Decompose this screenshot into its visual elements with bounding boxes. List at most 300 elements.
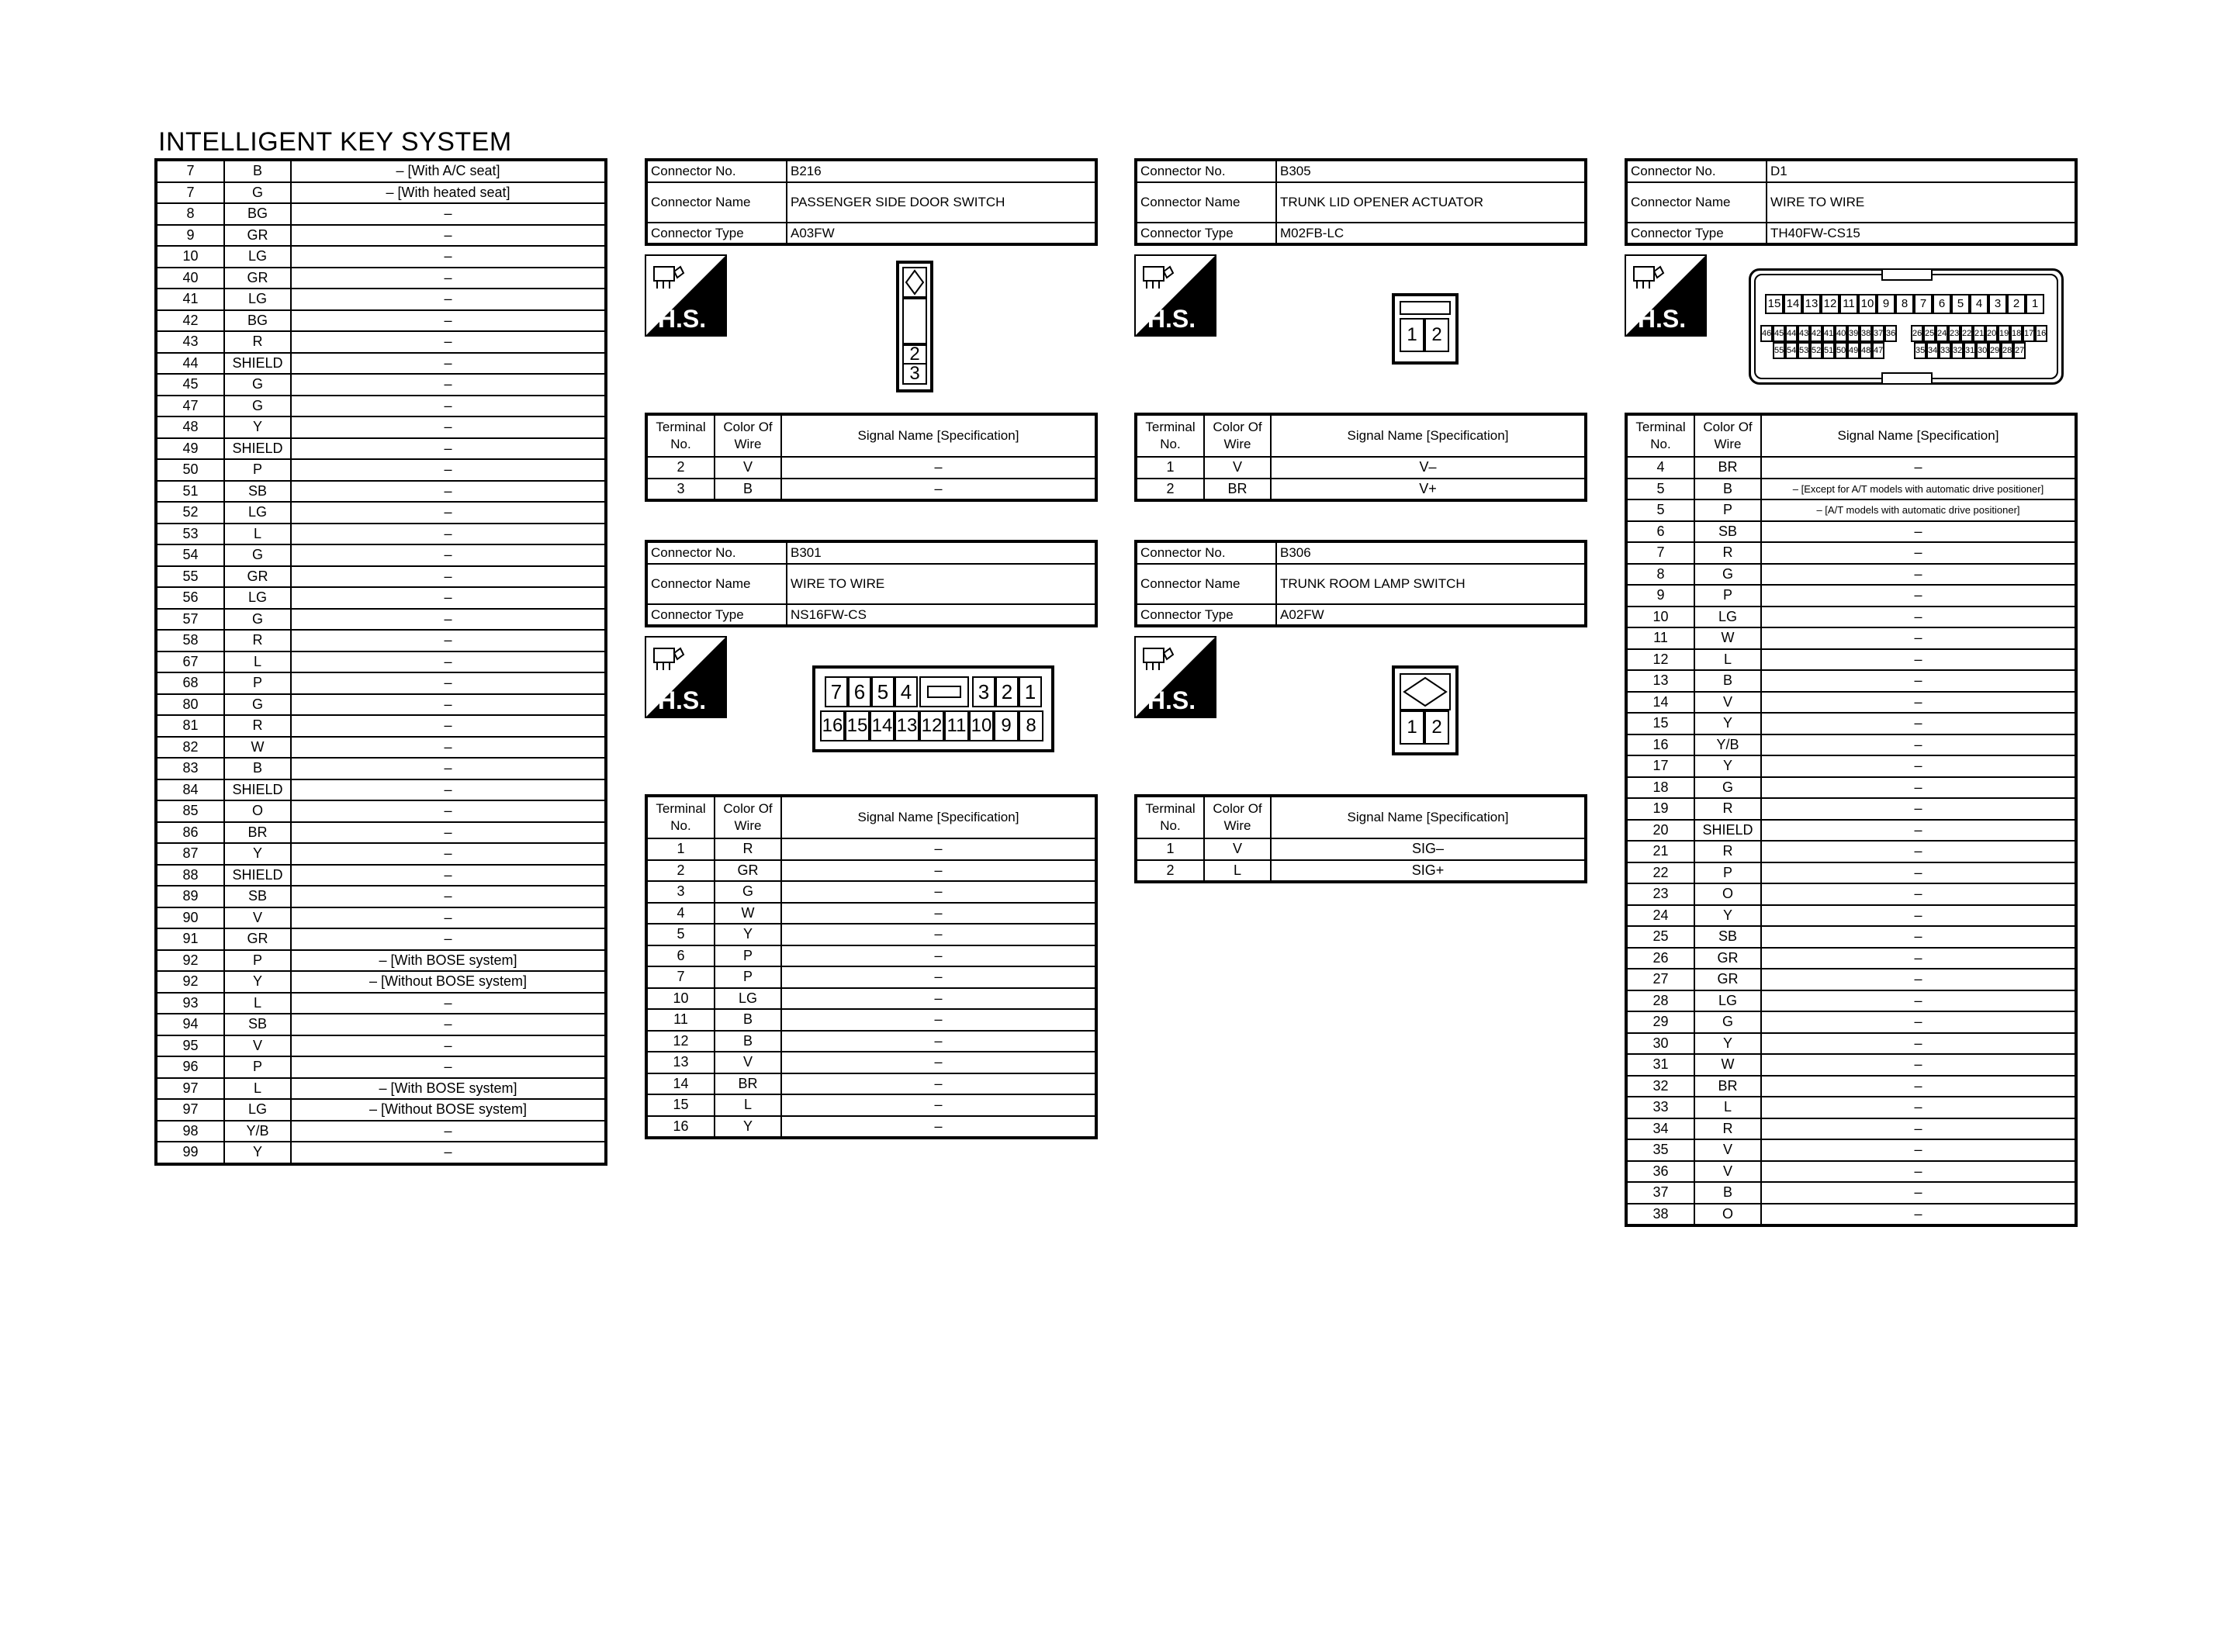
table-row	[156, 715, 606, 737]
wire-color: L	[224, 524, 291, 545]
table-row	[156, 268, 606, 289]
pin: 11	[944, 710, 969, 741]
table-row	[156, 993, 606, 1014]
signal-name: –	[291, 203, 606, 225]
pin: 15	[845, 710, 870, 741]
terminal-no: 15	[646, 1094, 715, 1116]
wire-color: L	[1694, 1097, 1761, 1118]
wire-color: W	[1694, 627, 1761, 649]
terminal-no: 10	[646, 988, 715, 1010]
table-row	[646, 924, 1096, 945]
signal-name: –	[291, 651, 606, 673]
terminal-no: 84	[156, 779, 224, 801]
signal-name: –	[291, 630, 606, 651]
wire-color: W	[1694, 1054, 1761, 1076]
pin: 46	[1760, 325, 1773, 342]
wire-color: O	[224, 800, 291, 822]
terminal-no: 43	[156, 331, 224, 353]
table-row	[646, 903, 1096, 924]
terminal-no: 2	[646, 457, 715, 479]
pin: 7	[1914, 294, 1933, 314]
wire-color: LG	[1694, 990, 1761, 1012]
table-row	[646, 1116, 1096, 1139]
table-row	[156, 928, 606, 950]
connector-b306-terminal-table	[1134, 794, 1587, 883]
table-row	[156, 524, 606, 545]
pin: 21	[1973, 325, 1985, 342]
color-of-wire-header: Color Of Wire	[1694, 414, 1761, 457]
signal-name: –	[1761, 755, 2076, 777]
signal-name: –	[1761, 627, 2076, 649]
connector-d1-terminal-table	[1625, 413, 2078, 1227]
terminal-no: 49	[156, 438, 224, 460]
table-row	[156, 609, 606, 631]
table-row	[156, 246, 606, 268]
pin: 35	[1914, 342, 1926, 359]
terminal-no: 58	[156, 630, 224, 651]
signal-name: –	[291, 544, 606, 566]
table-row	[156, 694, 606, 716]
table-row	[1626, 734, 2076, 756]
table-row	[156, 1121, 606, 1142]
signal-name-header: Signal Name [Specification]	[1761, 414, 2076, 457]
wire-color: L	[224, 993, 291, 1014]
pin: 18	[2010, 325, 2023, 342]
pin: 50	[1835, 342, 1847, 359]
signal-name: –	[1761, 457, 2076, 479]
signal-name: – [Except for A/T models with automatic drive positioner]	[1761, 479, 2076, 500]
terminal-no: 23	[1626, 883, 1694, 905]
table-row	[646, 457, 1096, 479]
pin: 34	[1926, 342, 1939, 359]
terminal-no: 93	[156, 993, 224, 1014]
table-row	[1626, 798, 2076, 820]
connector-b216-header: Connector No. B216 Connector Name PASSENGER SIDE DOOR SWITCH Connector Type A03FW	[645, 158, 1098, 246]
pin: 10	[1858, 294, 1877, 314]
terminal-no: 40	[156, 268, 224, 289]
table-row	[156, 886, 606, 907]
table-row	[156, 416, 606, 438]
pin: 1	[2026, 294, 2044, 314]
table-row	[1626, 1011, 2076, 1033]
connector-key	[919, 676, 969, 707]
table-row	[156, 779, 606, 801]
wire-color: SB	[1694, 926, 1761, 948]
wire-color: Y/B	[224, 1121, 291, 1142]
signal-name: –	[781, 1116, 1096, 1139]
wire-color: LG	[1694, 607, 1761, 628]
signal-name: – [Without BOSE system]	[291, 971, 606, 993]
pin: 30	[1976, 342, 1988, 359]
signal-name: –	[1761, 777, 2076, 799]
pin: 53	[1798, 342, 1810, 359]
wire-color: R	[224, 331, 291, 353]
table-row	[1626, 521, 2076, 543]
svg-text:H.S.: H.S.	[1637, 305, 1687, 333]
pin: 47	[1872, 342, 1884, 359]
wire-color: BR	[1694, 1076, 1761, 1097]
wire-color: SB	[224, 886, 291, 907]
table-row	[156, 843, 606, 865]
table-row	[156, 289, 606, 310]
wire-color: P	[224, 1056, 291, 1078]
terminal-no: 9	[1626, 585, 1694, 607]
terminal-no: 35	[1626, 1139, 1694, 1161]
table-row	[156, 587, 606, 609]
terminal-no: 1	[646, 838, 715, 860]
wire-color: R	[1694, 1118, 1761, 1140]
signal-name-header: Signal Name [Specification]	[1271, 414, 1586, 457]
wire-color: LG	[715, 988, 781, 1010]
signal-name: –	[291, 1035, 606, 1057]
signal-name: SIG–	[1271, 838, 1586, 860]
signal-name: – [With heated seat]	[291, 182, 606, 204]
wire-color: R	[1694, 542, 1761, 564]
wire-color: L	[224, 1078, 291, 1100]
pin: 41	[1822, 325, 1835, 342]
signal-name: –	[291, 800, 606, 822]
terminal-no: 2	[646, 860, 715, 882]
wire-color: Y	[224, 1142, 291, 1164]
pin: 3	[1988, 294, 2007, 314]
connector-no-value: B301	[787, 541, 1096, 564]
pin: 43	[1798, 325, 1810, 342]
wire-color: P	[224, 459, 291, 481]
wire-color: P	[1694, 585, 1761, 607]
pin: 32	[1951, 342, 1964, 359]
pin: 31	[1964, 342, 1976, 359]
connector-b305-terminal-table	[1134, 413, 1587, 502]
signal-name: –	[291, 502, 606, 524]
table-row	[156, 1078, 606, 1100]
table-header-row	[646, 414, 1096, 457]
signal-name: –	[291, 374, 606, 396]
table-row	[156, 374, 606, 396]
pin: 8	[1895, 294, 1914, 314]
signal-name: –	[291, 1142, 606, 1164]
table-row	[646, 1031, 1096, 1052]
terminal-no: 10	[156, 246, 224, 268]
table-row	[156, 438, 606, 460]
table-row	[1626, 713, 2076, 734]
wire-color: V	[1204, 838, 1271, 860]
terminal-no: 94	[156, 1014, 224, 1035]
connector-no-value: B305	[1276, 160, 1586, 182]
signal-name: –	[291, 459, 606, 481]
table-header-row	[1136, 414, 1586, 457]
svg-text:H.S.: H.S.	[657, 686, 707, 714]
table-row	[1626, 926, 2076, 948]
signal-name: –	[291, 225, 606, 247]
signal-name: –	[781, 988, 1096, 1010]
terminal-no: 85	[156, 800, 224, 822]
terminal-no: 9	[156, 225, 224, 247]
wire-color: SHIELD	[224, 779, 291, 801]
wire-color: G	[224, 609, 291, 631]
terminal-no: 18	[1626, 777, 1694, 799]
signal-name: – [Without BOSE system]	[291, 1099, 606, 1121]
terminal-no: 97	[156, 1078, 224, 1100]
pin: 33	[1939, 342, 1951, 359]
table-row	[1626, 777, 2076, 799]
wire-color: SHIELD	[224, 865, 291, 886]
signal-name: –	[781, 1031, 1096, 1052]
terminal-no-header: Terminal No.	[646, 796, 715, 838]
pin: 49	[1847, 342, 1860, 359]
signal-name: SIG+	[1271, 860, 1586, 883]
signal-name: –	[1761, 841, 2076, 862]
table-row	[156, 396, 606, 417]
svg-text:H.S.: H.S.	[1147, 305, 1196, 333]
wire-color: Y/B	[1694, 734, 1761, 756]
wire-color: V	[1694, 692, 1761, 714]
table-row	[156, 182, 606, 204]
terminal-no: 6	[646, 945, 715, 967]
pin: 9	[1877, 294, 1895, 314]
terminal-no: 25	[1626, 926, 1694, 948]
signal-name: –	[291, 289, 606, 310]
main-terminal-table	[154, 158, 607, 1166]
wire-color: Y	[1694, 755, 1761, 777]
signal-name: –	[291, 396, 606, 417]
connector-no-value: D1	[1767, 160, 2076, 182]
signal-name: –	[291, 886, 606, 907]
table-row	[156, 865, 606, 886]
terminal-no: 95	[156, 1035, 224, 1057]
signal-name: –	[1761, 607, 2076, 628]
signal-name: –	[291, 928, 606, 950]
table-row	[156, 353, 606, 375]
wire-color: B	[1694, 670, 1761, 692]
pin: 12	[919, 710, 944, 741]
wire-color: BR	[715, 1073, 781, 1095]
signal-name: –	[1761, 1033, 2076, 1055]
pin: 3	[902, 363, 927, 385]
signal-name: –	[1761, 948, 2076, 969]
terminal-no: 47	[156, 396, 224, 417]
table-row	[646, 838, 1096, 860]
pin: 12	[1821, 294, 1839, 314]
table-row	[1626, 499, 2076, 521]
wire-color: Y	[1694, 1033, 1761, 1055]
color-of-wire-header: Color Of Wire	[1204, 796, 1271, 838]
pin: 26	[1911, 325, 1923, 342]
wire-color: P	[1694, 862, 1761, 884]
signal-name: –	[1761, 713, 2076, 734]
terminal-no: 1	[1136, 838, 1204, 860]
pin: 4	[895, 676, 918, 707]
signal-name: –	[291, 524, 606, 545]
terminal-no: 42	[156, 310, 224, 332]
wire-color: GR	[1694, 948, 1761, 969]
pin: 8	[1019, 710, 1043, 741]
wire-color: BG	[224, 310, 291, 332]
table-row	[156, 822, 606, 844]
wire-color: Y	[224, 971, 291, 993]
signal-name: –	[1761, 969, 2076, 990]
table-row	[156, 737, 606, 759]
table-header-row	[1626, 414, 2076, 457]
terminal-no: 8	[156, 203, 224, 225]
signal-name: –	[291, 268, 606, 289]
wire-color: SHIELD	[1694, 820, 1761, 842]
pin: 16	[2035, 325, 2047, 342]
wire-color: W	[715, 903, 781, 924]
connector-b306-header: Connector No. B306 Connector Name TRUNK ROOM LAMP SWITCH Connector Type A02FW	[1134, 540, 1587, 627]
pin: 7	[825, 676, 848, 707]
signal-name: –	[1761, 1011, 2076, 1033]
terminal-no: 13	[1626, 670, 1694, 692]
terminal-no: 27	[1626, 969, 1694, 990]
connector-name-value: WIRE TO WIRE	[1767, 182, 2076, 223]
signal-name: –	[781, 838, 1096, 860]
color-of-wire-header: Color Of Wire	[715, 796, 781, 838]
wire-color: O	[1694, 1204, 1761, 1226]
signal-name: –	[291, 1014, 606, 1035]
table-row	[1136, 457, 1586, 479]
table-row	[646, 479, 1096, 501]
terminal-no: 5	[646, 924, 715, 945]
wire-color: GR	[224, 928, 291, 950]
terminal-no: 15	[1626, 713, 1694, 734]
table-row	[1626, 841, 2076, 862]
connector-type-value: A03FW	[787, 223, 1096, 245]
signal-name: –	[291, 331, 606, 353]
terminal-no: 3	[646, 479, 715, 501]
table-row	[646, 1052, 1096, 1073]
signal-name: V+	[1271, 479, 1586, 501]
terminal-no: 5	[1626, 479, 1694, 500]
pin: 39	[1847, 325, 1860, 342]
terminal-no: 10	[1626, 607, 1694, 628]
terminal-no: 19	[1626, 798, 1694, 820]
connector-name-value: WIRE TO WIRE	[787, 564, 1096, 604]
wire-color: R	[715, 838, 781, 860]
signal-name: –	[291, 1056, 606, 1078]
pin: 1	[1019, 676, 1042, 707]
terminal-no: 33	[1626, 1097, 1694, 1118]
terminal-no: 29	[1626, 1011, 1694, 1033]
wire-color: G	[715, 881, 781, 903]
harness-side-icon	[1134, 636, 1216, 718]
signal-name: –	[291, 907, 606, 929]
wire-color: B	[715, 479, 781, 501]
terminal-no: 50	[156, 459, 224, 481]
terminal-no: 7	[156, 182, 224, 204]
connector-type-value: TH40FW-CS15	[1767, 223, 2076, 245]
table-row	[156, 502, 606, 524]
connector-b301-terminal-table	[645, 794, 1098, 1139]
wire-color: B	[224, 758, 291, 779]
terminal-no: 17	[1626, 755, 1694, 777]
wire-color: B	[224, 160, 291, 182]
pin: 14	[1784, 294, 1802, 314]
pin: 2	[1424, 710, 1449, 745]
signal-name: –	[291, 609, 606, 631]
color-of-wire-header: Color Of Wire	[715, 414, 781, 457]
table-row	[1626, 1161, 2076, 1183]
terminal-no: 55	[156, 566, 224, 588]
signal-name: –	[291, 310, 606, 332]
signal-name: –	[1761, 521, 2076, 543]
table-row	[156, 544, 606, 566]
signal-name-header: Signal Name [Specification]	[781, 796, 1096, 838]
table-row	[646, 860, 1096, 882]
terminal-no: 81	[156, 715, 224, 737]
signal-name: –	[291, 822, 606, 844]
terminal-no: 20	[1626, 820, 1694, 842]
table-row	[1626, 1033, 2076, 1055]
table-row	[646, 988, 1096, 1010]
terminal-no: 98	[156, 1121, 224, 1142]
wire-color: Y	[1694, 905, 1761, 927]
pin: 28	[2001, 342, 2013, 359]
wire-color: G	[1694, 1011, 1761, 1033]
wire-color: GR	[715, 860, 781, 882]
signal-name: –	[291, 715, 606, 737]
pin: 13	[1802, 294, 1821, 314]
table-row	[156, 1099, 606, 1121]
terminal-no: 82	[156, 737, 224, 759]
wire-color: R	[1694, 841, 1761, 862]
table-row	[1626, 990, 2076, 1012]
terminal-no-header: Terminal No.	[646, 414, 715, 457]
pin: 22	[1960, 325, 1973, 342]
signal-name: –	[781, 903, 1096, 924]
terminal-no: 51	[156, 481, 224, 503]
signal-name: –	[781, 1094, 1096, 1116]
wire-color: LG	[224, 246, 291, 268]
pin: 37	[1872, 325, 1884, 342]
wire-color: L	[1694, 649, 1761, 671]
signal-name: –	[1761, 649, 2076, 671]
table-row	[1626, 670, 2076, 692]
signal-name: V–	[1271, 457, 1586, 479]
pin: 1	[1400, 710, 1424, 745]
terminal-no: 2	[1136, 479, 1204, 501]
terminal-no: 4	[1626, 457, 1694, 479]
pin: 55	[1773, 342, 1785, 359]
wire-color: B	[1694, 479, 1761, 500]
svg-text:H.S.: H.S.	[657, 305, 707, 333]
pin: 17	[2023, 325, 2035, 342]
terminal-no: 3	[646, 881, 715, 903]
table-row	[646, 945, 1096, 967]
terminal-no: 32	[1626, 1076, 1694, 1097]
table-row	[156, 651, 606, 673]
pin: 3	[972, 676, 995, 707]
wire-color: G	[224, 374, 291, 396]
pin: 10	[969, 710, 994, 741]
signal-name: –	[291, 246, 606, 268]
wire-color: L	[715, 1094, 781, 1116]
table-header-row	[646, 796, 1096, 838]
pin: 45	[1773, 325, 1785, 342]
wire-color: P	[224, 672, 291, 694]
terminal-no: 28	[1626, 990, 1694, 1012]
terminal-no: 16	[1626, 734, 1694, 756]
page-title: INTELLIGENT KEY SYSTEM	[158, 127, 512, 157]
table-row	[156, 225, 606, 247]
terminal-no: 7	[1626, 542, 1694, 564]
wire-color: R	[224, 630, 291, 651]
terminal-no: 37	[1626, 1182, 1694, 1204]
pin: 44	[1785, 325, 1798, 342]
signal-name: –	[781, 860, 1096, 882]
terminal-no: 68	[156, 672, 224, 694]
terminal-no: 87	[156, 843, 224, 865]
signal-name: –	[1761, 734, 2076, 756]
